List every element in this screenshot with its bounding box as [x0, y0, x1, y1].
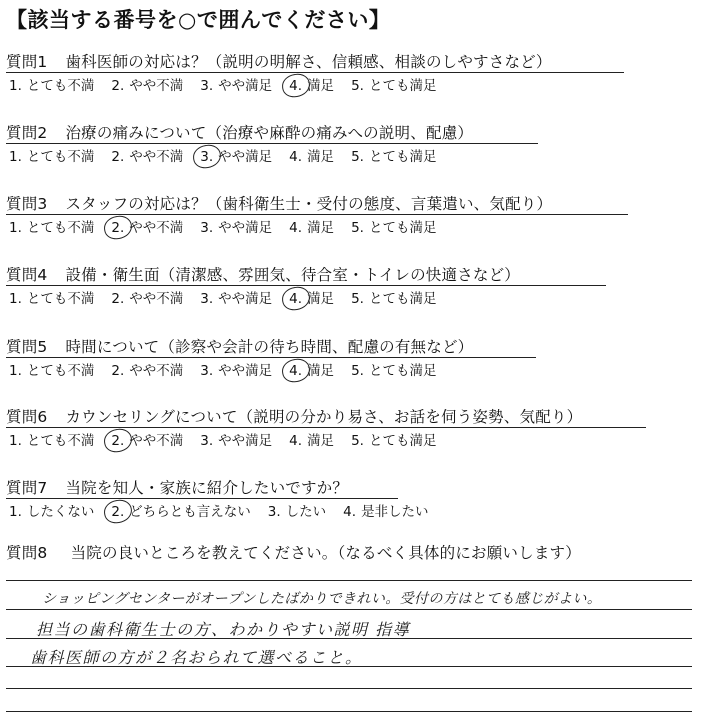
question-3	[6, 192, 706, 238]
question-6	[6, 405, 706, 451]
question-label: 質問3	[6, 195, 48, 213]
handwritten-answer-line: 担当の歯科衛生士の方、わかりやすい説明 指導	[36, 620, 411, 639]
option-label: やや不満	[129, 149, 184, 165]
answer-option-circled[interactable]	[286, 359, 334, 379]
option-number: 2.	[111, 363, 125, 379]
answer-options	[6, 500, 706, 522]
option-number: 2.	[108, 220, 127, 236]
question-underline	[6, 427, 646, 428]
option-label: やや不満	[129, 291, 184, 307]
question-4	[6, 263, 706, 309]
answer-option[interactable]	[286, 429, 334, 449]
option-number: 4.	[343, 504, 357, 520]
option-label: 満足	[307, 149, 335, 165]
option-label: 満足	[307, 291, 335, 307]
option-number: 1.	[9, 149, 22, 165]
option-label: やや満足	[218, 433, 273, 449]
question-text: 当院を知人・家族に紹介したいですか？	[65, 479, 349, 497]
answer-option-circled[interactable]	[108, 429, 183, 449]
answer-option[interactable]	[348, 429, 436, 449]
answer-options	[6, 145, 706, 167]
question-heading	[6, 192, 706, 216]
option-number: 1.	[9, 433, 22, 449]
option-number: 3.	[200, 363, 214, 379]
question-text: カウンセリングについて（説明の分かり易さ、お話を伺う姿勢、気配り）	[65, 408, 583, 426]
option-label: とても不満	[26, 363, 95, 379]
option-label: とても満足	[368, 78, 437, 94]
answer-options	[6, 359, 706, 381]
option-number: 3.	[200, 433, 214, 449]
option-number: 3.	[200, 78, 214, 94]
option-number: 5.	[351, 220, 364, 236]
question-heading	[6, 50, 706, 74]
option-number: 5.	[351, 78, 364, 94]
answer-option[interactable]	[108, 74, 183, 94]
question-text: 歯科医師の対応は？（説明の明解さ、信頼感、相談のしやすさなど）	[65, 53, 552, 71]
option-label: とても不満	[26, 220, 95, 236]
option-label: やや不満	[129, 78, 184, 94]
option-number: 5.	[351, 363, 364, 379]
option-label: とても満足	[368, 149, 437, 165]
question-1	[6, 50, 706, 96]
answer-option[interactable]	[197, 74, 272, 94]
option-label: やや満足	[218, 220, 273, 236]
question-heading	[6, 335, 706, 359]
option-number: 2.	[111, 78, 125, 94]
question-underline	[6, 143, 538, 144]
option-number: 1.	[9, 78, 22, 94]
answer-options	[6, 429, 706, 451]
question-underline	[6, 285, 606, 286]
option-label: したい	[285, 504, 327, 520]
option-number: 1.	[9, 291, 22, 307]
question-5	[6, 335, 706, 381]
option-label: とても満足	[368, 433, 437, 449]
option-number: 4.	[286, 78, 305, 94]
option-label: 満足	[307, 363, 335, 379]
page-title: 【該当する番号を○で囲んでください】	[6, 8, 391, 32]
option-number: 4.	[286, 363, 305, 379]
question-label: 質問2	[6, 124, 48, 142]
option-label: とても不満	[26, 433, 95, 449]
question-text: スタッフの対応は？（歯科衛生士・受付の態度、言葉遣い、気配り）	[65, 195, 553, 213]
answer-option[interactable]	[265, 500, 326, 520]
option-number: 5.	[351, 433, 364, 449]
question-heading	[6, 121, 706, 145]
question-label: 質問6	[6, 408, 48, 426]
option-number: 2.	[108, 504, 127, 520]
option-label: とても満足	[368, 220, 437, 236]
question-text: 時間について（診察や会計の待ち時間、配慮の有無など）	[65, 338, 474, 356]
option-number: 3.	[267, 504, 281, 520]
question-label: 質問8	[6, 544, 48, 562]
option-number: 2.	[108, 433, 127, 449]
option-label: したくない	[26, 504, 95, 520]
option-label: とても不満	[26, 149, 95, 165]
option-number: 1.	[9, 363, 22, 379]
question-label: 質問1	[6, 53, 48, 71]
answer-option[interactable]	[197, 216, 272, 236]
question-label: 質問5	[6, 338, 48, 356]
handwritten-answer-line: ショッピングセンターがオープンしたばかりできれい。受付の方はとても感じがよい。	[42, 591, 602, 607]
option-number: 4.	[289, 220, 303, 236]
answer-option[interactable]	[286, 216, 334, 236]
answer-option[interactable]	[6, 74, 94, 94]
option-label: とても満足	[368, 291, 437, 307]
question-heading	[6, 405, 706, 429]
answer-option[interactable]	[348, 359, 436, 379]
option-number: 4.	[289, 149, 303, 165]
option-number: 2.	[111, 149, 125, 165]
answer-option[interactable]	[197, 287, 272, 307]
option-label: 満足	[307, 78, 335, 94]
option-label: やや満足	[218, 149, 273, 165]
option-number: 3.	[200, 291, 214, 307]
question-heading	[6, 476, 706, 500]
option-label: とても不満	[26, 291, 95, 307]
answer-option[interactable]	[348, 287, 436, 307]
answer-option-circled[interactable]	[108, 216, 183, 236]
option-number: 3.	[197, 149, 216, 165]
answer-option-circled[interactable]	[197, 145, 272, 165]
answer-option[interactable]	[197, 359, 272, 379]
handwritten-answer-line: 歯科医師の方が２名おられて選べること。	[30, 648, 363, 667]
option-number: 4.	[286, 291, 305, 307]
option-number: 1.	[9, 504, 22, 520]
answer-option[interactable]	[6, 216, 94, 236]
option-number: 4.	[289, 433, 303, 449]
question-text: 当院の良いところを教えてください。（なるべく具体的にお願いします）	[70, 544, 581, 562]
option-label: やや満足	[218, 78, 273, 94]
answer-rule	[6, 711, 692, 712]
answer-options	[6, 74, 706, 96]
option-number: 1.	[9, 220, 22, 236]
answer-option[interactable]	[6, 145, 94, 165]
answer-option[interactable]	[108, 287, 183, 307]
answer-rule	[6, 609, 692, 610]
answer-option[interactable]	[6, 429, 94, 449]
answer-option[interactable]	[6, 287, 94, 307]
answer-option[interactable]	[108, 145, 183, 165]
option-label: やや不満	[129, 220, 184, 236]
question-label: 質問7	[6, 479, 48, 497]
question-2	[6, 121, 706, 167]
answer-option[interactable]	[197, 429, 272, 449]
question-text: 設備・衛生面（清潔感、雰囲気、待合室・トイレの快適さなど）	[65, 266, 520, 284]
question-underline	[6, 357, 536, 358]
option-label: 是非したい	[361, 504, 429, 520]
answer-rule	[6, 580, 692, 581]
option-label: 満足	[307, 220, 335, 236]
answer-option[interactable]	[348, 74, 436, 94]
answer-rule	[6, 688, 692, 689]
option-label: やや満足	[218, 291, 273, 307]
option-number: 2.	[111, 291, 125, 307]
question-label: 質問4	[6, 266, 48, 284]
option-label: やや不満	[129, 433, 184, 449]
answer-option-circled[interactable]	[286, 287, 334, 307]
option-label: やや満足	[218, 363, 273, 379]
answer-option[interactable]	[286, 145, 334, 165]
answer-option[interactable]	[340, 500, 428, 520]
option-number: 5.	[351, 149, 364, 165]
answer-option-circled[interactable]	[286, 74, 334, 94]
option-label: とても満足	[368, 363, 437, 379]
question-8	[6, 541, 706, 567]
answer-option[interactable]	[348, 216, 436, 236]
question-underline	[6, 498, 398, 499]
answer-options	[6, 216, 706, 238]
option-number: 5.	[351, 291, 364, 307]
option-label: とても不満	[26, 78, 95, 94]
answer-option[interactable]	[6, 500, 94, 520]
question-7	[6, 476, 706, 522]
option-label: やや不満	[129, 363, 184, 379]
question-underline	[6, 214, 628, 215]
option-label: どちらとも言えない	[129, 504, 251, 520]
answer-option[interactable]	[348, 145, 436, 165]
answer-option[interactable]	[108, 359, 183, 379]
option-number: 3.	[200, 220, 214, 236]
answer-option-circled[interactable]	[108, 500, 250, 520]
answer-option[interactable]	[6, 359, 94, 379]
answer-options	[6, 287, 706, 309]
option-label: 満足	[307, 433, 335, 449]
question-underline	[6, 72, 624, 73]
question-text: 治療の痛みについて（治療や麻酔の痛みへの説明、配慮）	[65, 124, 474, 142]
question-heading	[6, 263, 706, 287]
